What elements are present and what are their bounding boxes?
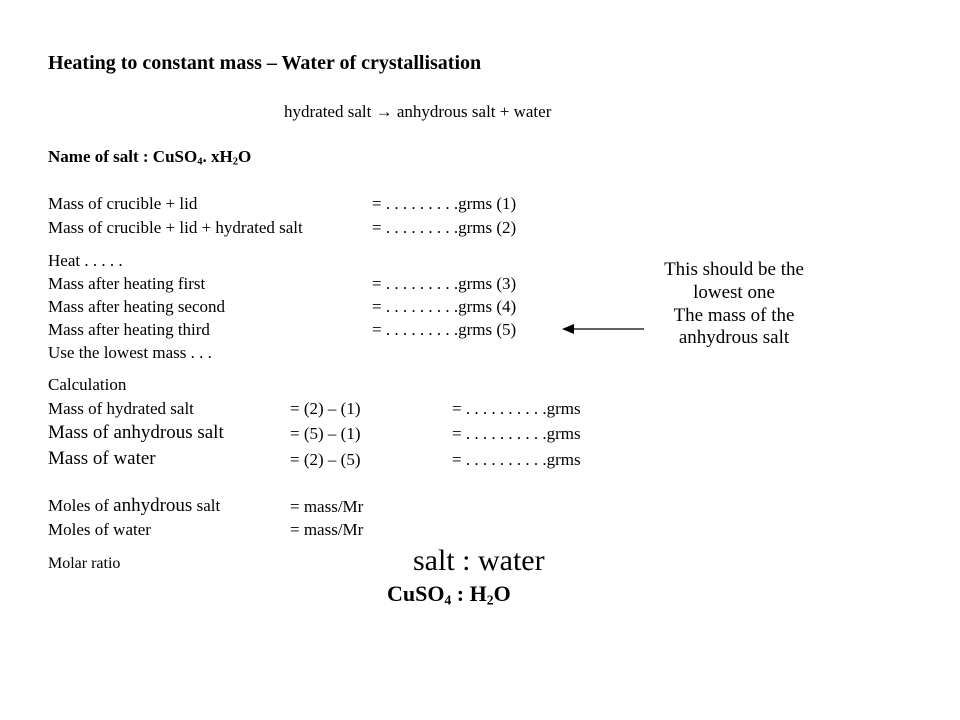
salt-name-prefix: Name of salt : CuSO	[48, 147, 198, 166]
mass-label-crucible-lid: Mass of crucible + lid	[48, 194, 198, 213]
formula-cuso: CuSO	[387, 581, 445, 606]
moles-label-anhydrous	[48, 496, 220, 515]
heating-value-second: = . . . . . . . . .grms (4)	[372, 297, 517, 316]
formula-o: O	[493, 581, 511, 606]
callout-line: This should be the	[664, 259, 804, 280]
heating-value-third: = . . . . . . . . .grms (5)	[372, 320, 517, 339]
moles-value-water: = mass/Mr	[290, 520, 364, 539]
molar-ratio-formula	[387, 583, 511, 607]
salt-name-sub2: 2	[232, 156, 238, 168]
calculation-heading: Calculation	[48, 375, 127, 394]
moles-label-suffix: salt	[192, 496, 221, 515]
molar-ratio-words: salt : water	[413, 544, 545, 577]
mass-value-crucible-lid: = . . . . . . . . .grms (1)	[372, 194, 517, 213]
heating-label-third: Mass after heating third	[48, 320, 210, 339]
calc-formula-anhydrous: = (5) – (1)	[290, 424, 361, 443]
callout-line: lowest one	[693, 281, 775, 303]
calc-label-anhydrous: Mass of anhydrous salt	[48, 422, 224, 443]
heating-label-second: Mass after heating second	[48, 297, 226, 316]
molar-ratio-label: Molar ratio	[48, 555, 121, 572]
moles-label-water: Moles of water	[48, 520, 151, 539]
callout-line: The mass of the	[673, 304, 795, 326]
calc-result-water: = . . . . . . . . . .grms	[452, 450, 581, 469]
formula-h2-sub: 2	[486, 592, 494, 608]
callout-line: anhydrous salt	[678, 327, 790, 349]
callout-note	[634, 259, 834, 350]
formula-sep: : H	[451, 581, 487, 606]
calc-label-hydrated: Mass of hydrated salt	[48, 399, 194, 418]
formula-cuso-sub: 4	[444, 592, 452, 608]
reaction-equation: hydrated salt → anhydrous salt + water	[284, 102, 552, 121]
mass-label-crucible-lid-hydrated: Mass of crucible + lid + hydrated salt	[48, 218, 303, 237]
use-lowest-label: Use the lowest mass . . .	[48, 343, 212, 362]
salt-name-suffix: O	[237, 147, 252, 166]
calc-result-anhydrous: = . . . . . . . . . .grms	[452, 424, 581, 443]
moles-value-anhydrous: = mass/Mr	[290, 497, 364, 516]
moles-label-word: anhydrous	[113, 495, 193, 516]
calc-result-hydrated: = . . . . . . . . . .grms	[452, 399, 581, 418]
page-title: Heating to constant mass – Water of crystallisation	[48, 52, 482, 74]
salt-name	[48, 148, 251, 168]
calc-formula-water: = (2) – (5)	[290, 450, 361, 469]
moles-label-prefix: Moles of	[48, 496, 114, 515]
calc-formula-hydrated: = (2) – (1)	[290, 399, 361, 418]
heating-label-first: Mass after heating first	[48, 274, 206, 293]
mass-value-crucible-lid-hydrated: = . . . . . . . . .grms (2)	[372, 218, 517, 237]
salt-name-mid: . xH	[202, 147, 233, 166]
heating-value-first: = . . . . . . . . .grms (3)	[372, 274, 517, 293]
heat-label: Heat . . . . .	[48, 251, 123, 270]
salt-name-sub1: 4	[197, 156, 203, 168]
calc-label-water: Mass of water	[48, 448, 156, 469]
